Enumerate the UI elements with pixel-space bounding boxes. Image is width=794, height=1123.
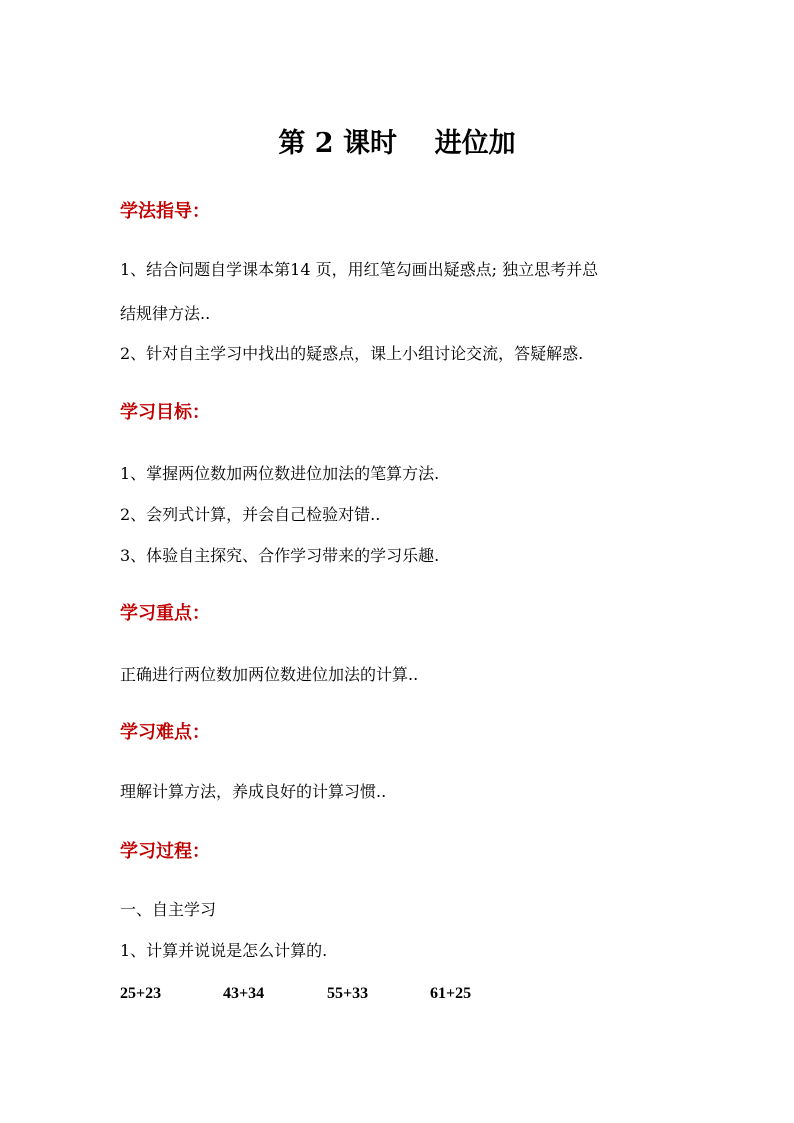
key-points-text: 正确进行两位数加两位数进位加法的计算.. bbox=[120, 665, 419, 684]
problem-item: 55+33 bbox=[327, 985, 369, 1002]
study-guide-line-1: 1、结合问题自学课本第14 页，用红笔勾画出疑惑点; 独立思考并总 bbox=[120, 260, 599, 279]
heading-difficulties: 学习难点： bbox=[120, 722, 210, 743]
study-guide-line-3: 2、针对自主学习中找出的疑惑点，课上小组讨论交流，答疑解惑. bbox=[120, 344, 584, 363]
heading-study-guide: 学法指导： bbox=[120, 201, 210, 222]
problem-item: 43+34 bbox=[223, 985, 265, 1002]
process-task: 1、计算并说说是怎么计算的. bbox=[120, 941, 328, 960]
problem-item: 25+23 bbox=[120, 985, 162, 1002]
heading-key-points: 学习重点： bbox=[120, 603, 210, 624]
objective-line-2: 2、会列式计算，并会自己检验对错.. bbox=[120, 505, 381, 524]
objective-line-3: 3、体验自主探究、合作学习带来的学习乐趣. bbox=[120, 546, 440, 565]
process-section-title: 一、自主学习 bbox=[120, 900, 217, 919]
heading-process: 学习过程： bbox=[120, 841, 210, 862]
objective-line-1: 1、掌握两位数加两位数进位加法的笔算方法. bbox=[120, 464, 440, 483]
lesson-title: 第 2 课时 进位加 bbox=[278, 128, 516, 159]
problem-item: 61+25 bbox=[430, 985, 472, 1002]
heading-objectives: 学习目标： bbox=[120, 402, 210, 423]
difficulties-text: 理解计算方法，养成良好的计算习惯.. bbox=[120, 782, 387, 801]
study-guide-line-2: 结规律方法.. bbox=[120, 304, 211, 323]
